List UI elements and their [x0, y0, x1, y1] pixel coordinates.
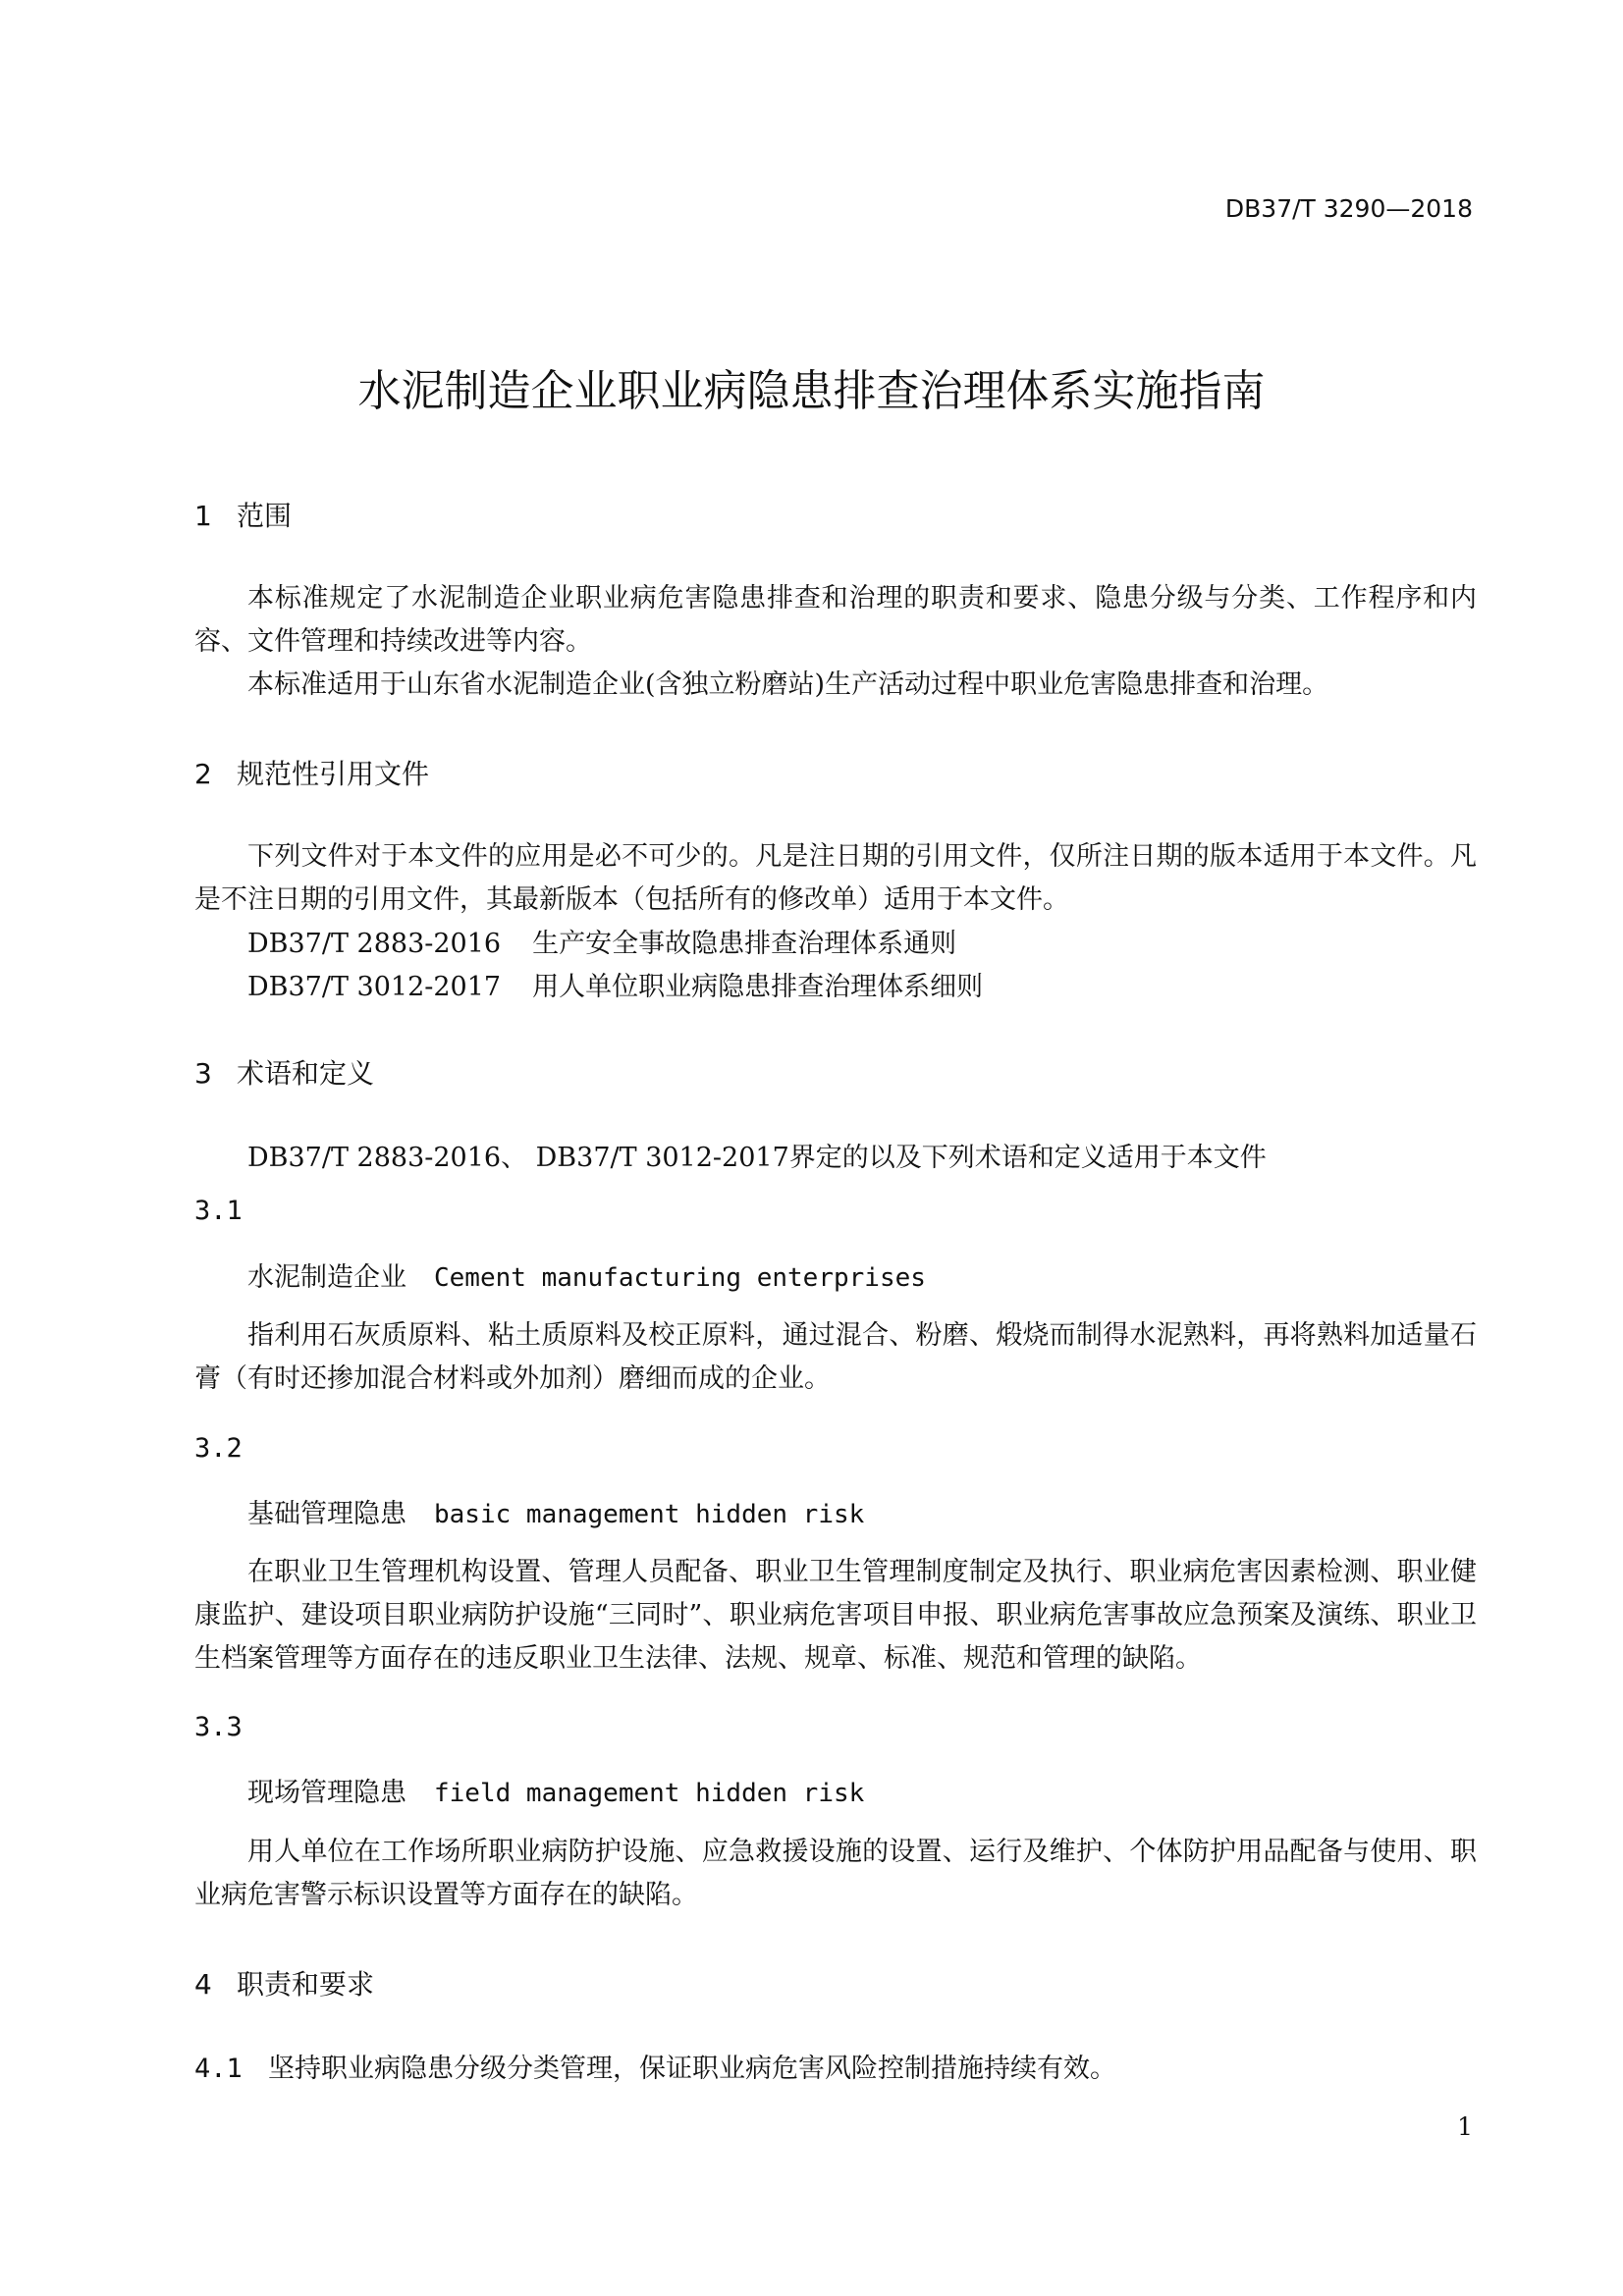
page-number: 1	[1457, 2112, 1473, 2141]
standard-code: DB37/T 3290—2018	[1224, 194, 1473, 223]
term-definition: 指利用石灰质原料、粘土质原料及校正原料，通过混合、粉磨、煅烧而制得水泥熟料，再将熟料加适量石膏（有时还掺加混合材料或外加剂）磨细而成的企业。	[194, 1320, 1477, 1394]
term-number: 3.2	[194, 1433, 243, 1464]
reference-code: DB37/T 2883-2016	[247, 929, 502, 959]
term-english: basic management hidden risk	[434, 1500, 865, 1529]
references-paragraph: 下列文件对于本文件的应用是必不可少的。凡是注日期的引用文件，仅所注日期的版本适用于本文件。凡是不注日期的引用文件，其最新版本（包括所有的修改单）适用于本文件。	[194, 841, 1477, 915]
section-1-heading	[194, 495, 292, 534]
terms-intro: DB37/T 2883-2016、 DB37/T 3012-2017界定的以及下列术语和定义适用于本文件	[247, 1143, 1267, 1173]
term-chinese: 水泥制造企业	[247, 1262, 406, 1293]
term-heading	[247, 1492, 864, 1530]
scope-paragraph-1: 本标准规定了水泥制造企业职业病危害隐患排查和治理的职责和要求、隐患分级与分类、工作程序和内容、文件管理和持续改进等内容。	[194, 583, 1477, 657]
term-number: 3.1	[194, 1196, 243, 1226]
section-number: 3	[194, 1057, 212, 1090]
reference-item	[247, 965, 983, 1003]
reference-code: DB37/T 3012-2017	[247, 972, 502, 1002]
reference-name: 用人单位职业病隐患排查治理体系细则	[532, 972, 984, 1002]
section-number: 1	[194, 500, 212, 532]
section-2-heading	[194, 753, 429, 792]
section-title: 术语和定义	[237, 1057, 375, 1090]
section-3-heading	[194, 1052, 374, 1092]
section-title: 规范性引用文件	[237, 758, 430, 790]
term-heading	[247, 1771, 864, 1809]
section-number: 4	[194, 1968, 212, 2001]
reference-name: 生产安全事故隐患排查治理体系通则	[532, 929, 957, 959]
term-heading	[247, 1255, 926, 1294]
section-title: 职责和要求	[237, 1968, 375, 2001]
section-number: 2	[194, 758, 212, 790]
term-definition: 用人单位在工作场所职业病防护设施、应急救援设施的设置、运行及维护、个体防护用品配备与使用、职业病危害警示标识设置等方面存在的缺陷。	[194, 1837, 1477, 1910]
term-english: Cement manufacturing enterprises	[434, 1263, 926, 1293]
term-chinese: 基础管理隐患	[247, 1499, 406, 1529]
term-number: 3.3	[194, 1712, 243, 1742]
document-title: 水泥制造企业职业病隐患排查治理体系实施指南	[357, 366, 1266, 416]
clause-number: 4.1	[194, 2054, 243, 2084]
scope-paragraph-2: 本标准适用于山东省水泥制造企业(含独立粉磨站)生产活动过程中职业危害隐患排查和治理。	[247, 669, 1329, 700]
term-definition: 在职业卫生管理机构设置、管理人员配备、职业卫生管理制度制定及执行、职业病危害因素检测、职业健康监护、建设项目职业病防护设施“三同时”、职业病危害项目申报、职业病危害事故应急预案及演练、职业卫生档案管理等方面存在的违反职业卫生法律、法规、规章、标准、规范和管理的缺陷。	[194, 1557, 1477, 1674]
clause-text: 坚持职业病隐患分级分类管理，保证职业病危害风险控制措施持续有效。	[268, 2054, 1116, 2084]
clause-item	[194, 2047, 1116, 2085]
term-english: field management hidden risk	[434, 1779, 865, 1808]
section-4-heading	[194, 1963, 374, 2002]
term-chinese: 现场管理隐患	[247, 1778, 406, 1808]
section-title: 范围	[237, 500, 293, 532]
reference-item	[247, 922, 956, 960]
